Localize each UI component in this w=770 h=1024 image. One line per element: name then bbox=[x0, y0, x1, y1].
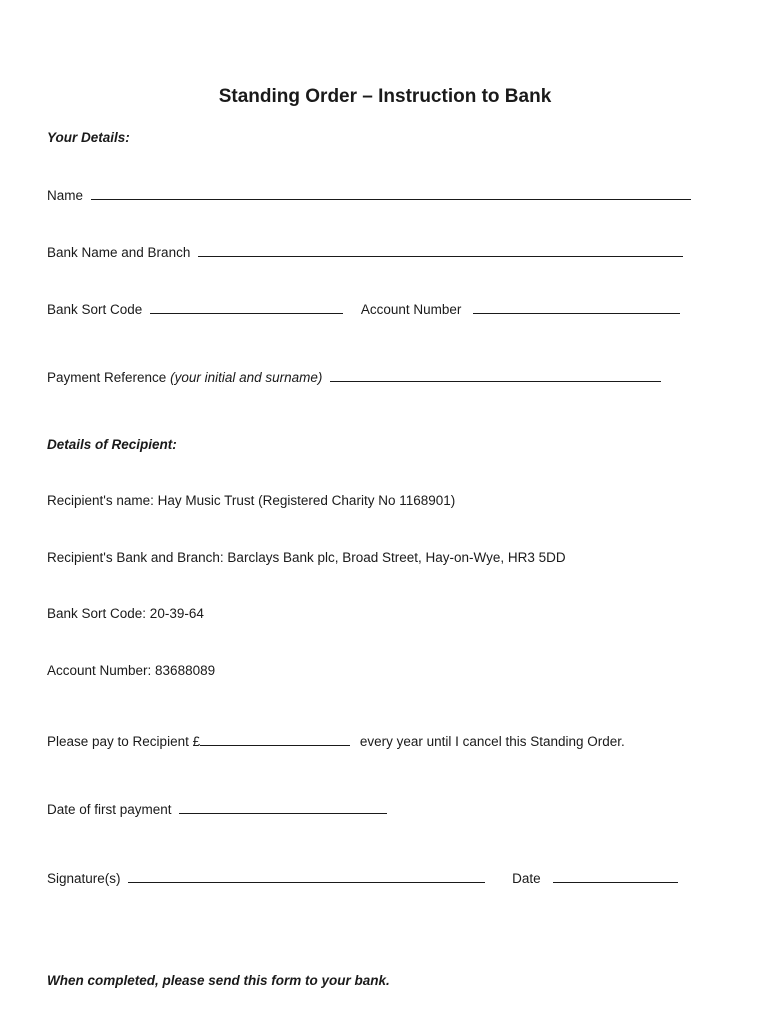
bank-name-field[interactable] bbox=[198, 243, 683, 257]
account-number-field[interactable] bbox=[473, 300, 680, 314]
first-payment-row bbox=[47, 800, 387, 817]
pay-suffix: every year until I cancel this Standing Order. bbox=[359, 734, 625, 749]
pay-prefix: Please pay to Recipient £ bbox=[47, 734, 201, 749]
recipient-heading: Details of Recipient: bbox=[47, 437, 177, 452]
pay-amount-row bbox=[47, 732, 625, 749]
name-row bbox=[47, 186, 691, 203]
account-number-label: Account Number bbox=[360, 302, 462, 317]
recipient-account-number: Account Number: 83688089 bbox=[47, 663, 216, 678]
footer-note: When completed, please send this form to your bank. bbox=[47, 973, 390, 988]
payment-reference-hint: (your initial and surname) bbox=[170, 370, 323, 385]
first-payment-field[interactable] bbox=[179, 800, 387, 814]
recipient-sort-code: Bank Sort Code: 20-39-64 bbox=[47, 606, 204, 621]
sort-code-label: Bank Sort Code bbox=[47, 302, 143, 317]
signature-field[interactable] bbox=[128, 869, 485, 883]
payment-reference-row bbox=[47, 368, 661, 385]
payment-reference-label: Payment Reference bbox=[47, 370, 167, 385]
bank-name-label: Bank Name and Branch bbox=[47, 245, 191, 260]
signature-row bbox=[47, 869, 678, 886]
date-field[interactable] bbox=[553, 869, 678, 883]
your-details-heading: Your Details: bbox=[47, 130, 130, 145]
signature-label: Signature(s) bbox=[47, 871, 121, 886]
amount-field[interactable] bbox=[200, 732, 350, 746]
first-payment-label: Date of first payment bbox=[47, 802, 172, 817]
name-field[interactable] bbox=[91, 186, 691, 200]
payment-reference-field[interactable] bbox=[330, 368, 661, 382]
sort-code-field[interactable] bbox=[150, 300, 343, 314]
recipient-bank: Recipient's Bank and Branch: Barclays Bank plc, Broad Street, Hay-on-Wye, HR3 5DD bbox=[47, 550, 566, 565]
bank-name-row bbox=[47, 243, 683, 260]
page-title: Standing Order – Instruction to Bank bbox=[218, 86, 552, 107]
sort-code-row bbox=[47, 300, 680, 317]
recipient-name: Recipient's name: Hay Music Trust (Registered Charity No 1168901) bbox=[47, 493, 456, 508]
name-label: Name bbox=[47, 188, 84, 203]
date-label: Date bbox=[512, 871, 541, 886]
